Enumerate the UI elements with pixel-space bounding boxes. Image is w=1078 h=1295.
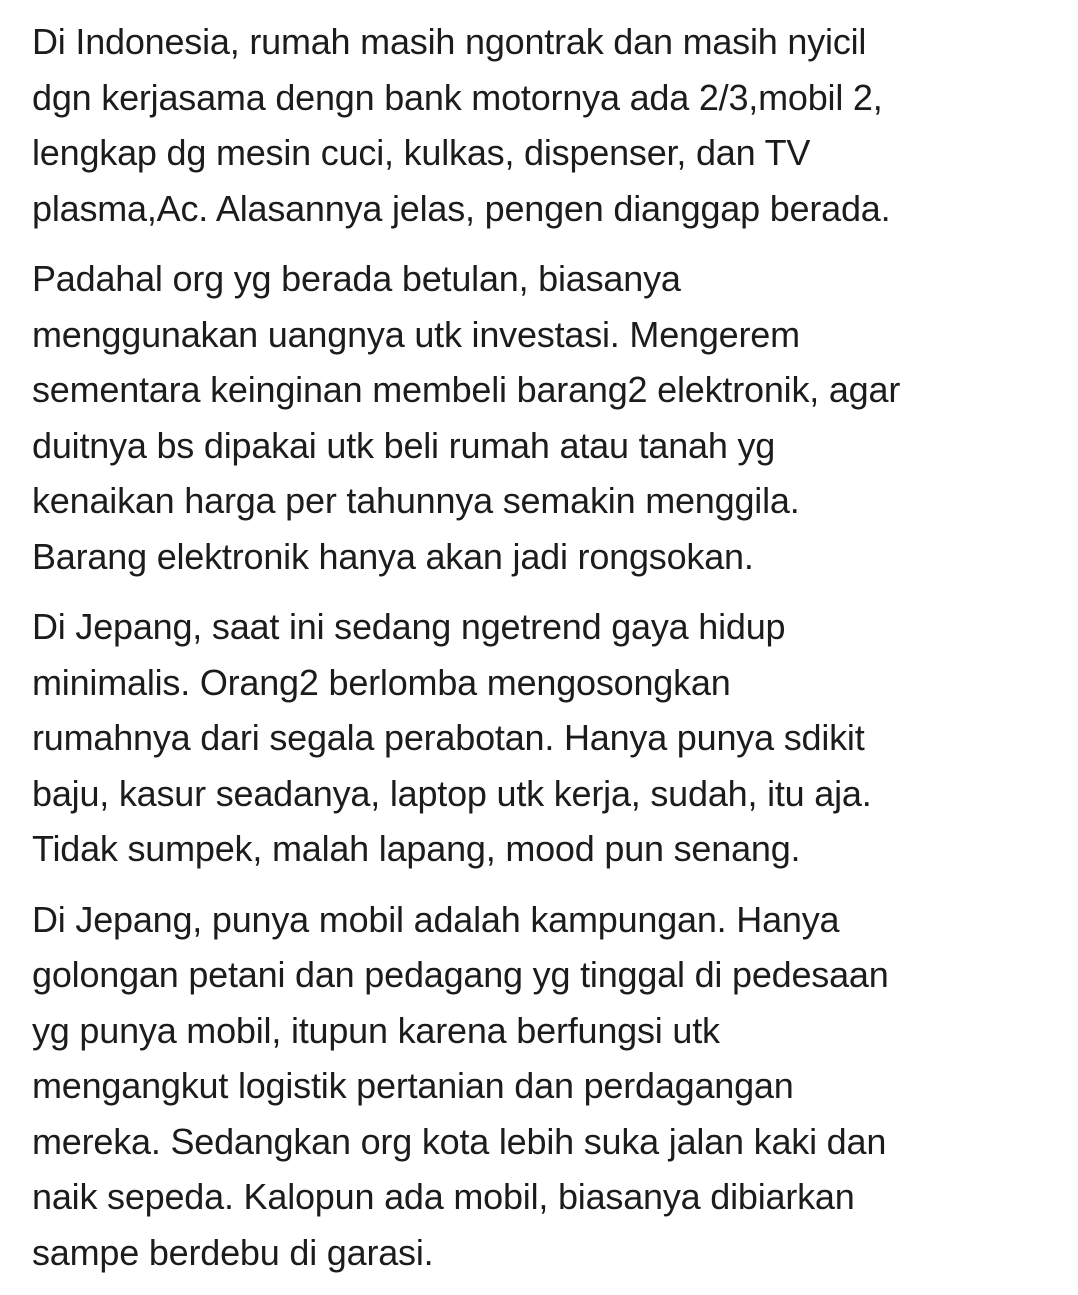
text-line: golongan petani dan pedagang yg tinggal di pedesaan	[32, 954, 889, 995]
paragraph-4	[32, 892, 1072, 1281]
text-line: Di Jepang, punya mobil adalah kampungan. Hanya	[32, 898, 840, 940]
paragraph-3	[32, 599, 1072, 877]
post-body	[32, 14, 1072, 1295]
paragraph-2	[32, 251, 1072, 584]
text-line: baju, kasur seadanya, laptop utk kerja, sudah, itu aja.	[32, 772, 872, 814]
paragraph-1	[32, 14, 1072, 236]
text-line: sampe berdebu di garasi.	[32, 1231, 434, 1273]
text-line: menggunakan uangnya utk investasi. Mengerem	[32, 313, 800, 355]
text-line: yg punya mobil, itupun karena berfungsi utk	[32, 1009, 720, 1051]
text-line: mereka. Sedangkan org kota lebih suka jalan kaki dan	[32, 1120, 887, 1162]
text-line: minimalis. Orang2 berlomba mengosongkan	[32, 661, 731, 703]
text-line: Tidak sumpek, malah lapang, mood pun senang.	[32, 828, 801, 869]
text-line: naik sepeda. Kalopun ada mobil, biasanya dibiarkan	[32, 1176, 855, 1217]
text-line: dgn kerjasama dengn bank motornya ada 2/3,mobil 2,	[32, 76, 883, 118]
text-line: mengangkut logistik pertanian dan perdagangan	[32, 1065, 794, 1106]
text-line: lengkap dg mesin cuci, kulkas, dispenser, dan TV	[32, 132, 811, 173]
text-line: Di Indonesia, rumah masih ngontrak dan masih nyicil	[32, 21, 867, 62]
text-line: plasma,Ac. Alasannya jelas, pengen dianggap berada.	[32, 187, 891, 229]
text-line: duitnya bs dipakai utk beli rumah atau tanah yg	[32, 424, 776, 466]
text-line: Padahal org yg berada betulan, biasanya	[32, 258, 681, 299]
text-line: rumahnya dari segala perabotan. Hanya punya sdikit	[32, 717, 865, 758]
text-line: sementara keinginan membeli barang2 elektronik, agar	[32, 369, 901, 410]
text-line: Barang elektronik hanya akan jadi rongsokan.	[32, 535, 754, 577]
text-line: Di Jepang, saat ini sedang ngetrend gaya hidup	[32, 606, 786, 647]
text-line: kenaikan harga per tahunnya semakin menggila.	[32, 480, 800, 521]
